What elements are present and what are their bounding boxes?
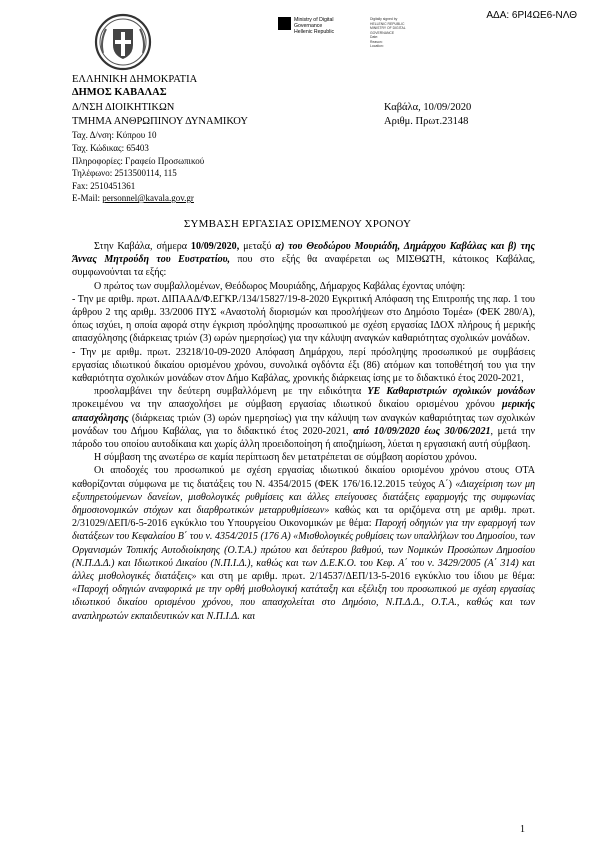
- protocol-number: Αριθμ. Πρωτ.23148: [384, 116, 469, 127]
- postal-address: Ταχ. Δ/νση: Κύπρου 10: [72, 130, 157, 140]
- ada-code: ΑΔΑ: 6ΡΙ4ΩΕ6-ΝΛΘ: [486, 10, 577, 21]
- paragraph-remuneration: Οι αποδοχές του προσωπικού με σχέση εργασίας ιδιωτικού δικαίου ορισμένου χρόνου στους ΟΤΑ καθορίζονται σύμφωνα με τις διατάξεις του Ν. 4354/2015 (ΦΕΚ 176/16.12.2015 τεύχος Α΄) «Διαχείριση των μη εξυπηρετούμενων δανείων, μισθολογικές ρυθμίσεις και άλλες επείγουσες διατάξεις εφαρμογής της συμφωνίας δημοσιονομικών στόχων και διαρθρωτικών μεταρρυθμίσεων» καθώς και τα οριζόμενα στη με αριθμ. πρωτ. 2/31029/ΔΕΠ/6-5-2016 εγκύκλιο του Υπουργείου Οικονομικών με θέμα: Παροχή οδηγιών για την εφαρμογή των διατάξεων του Κεφαλαίου Β΄ του ν. 4354/2015 (176 Α) «Μισθολογικές ρυθμίσεις των υπαλλήλων του Δημοσίου, των Οργανισμών Τοπικής Αυτοδιοίκησης (Ο.Τ.Α.) πρώτου και δεύτερου βαθμού, των Νομικών Προσώπων Δημοσίου (Ν.Π.Δ.Δ.) και Ιδιωτικού Δικαίου (Ν.Π.Ι.Δ.), καθώς και των Δ.Ε.Κ.Ο. του Κεφ. Α΄ του ν. 3429/2005 (Α΄ 314) και άλλες μισθολογικές διατάξεις» και στη με αριθμ. πρωτ. 2/14537/ΔΕΠ/13-5-2016 εγκύκλιο του ίδιου με θέμα: «Παροχή οδηγιών αναφορικά με την ορθή μισθολογική κατάταξη και εξέλιξη του προσωπικού με σχέση εργασίας ιδιωτικού δικαίου ορισμένου χρόνου, που απασχολείται στο Δημόσιο, Ν.Π.Δ.Δ., Ο.Τ.Α., καθώς και των αναπληρωτών εκπαιδευτικών και Ν.Π.Ι.Δ. και: [72, 465, 536, 622]
- paragraph-considering: Ο πρώτος των συμβαλλομένων, Θεόδωρος Μουριάδης, Δήμαρχος Καβάλας έχοντας υπόψη:: [94, 280, 466, 292]
- place-date: Καβάλα, 10/09/2020: [384, 102, 472, 113]
- department-heading: ΤΜΗΜΑ ΑΝΘΡΩΠΙΝΟΥ ΔΥΝΑΜΙΚΟΥ: [72, 116, 248, 127]
- email-label: E-Mail:: [72, 193, 103, 203]
- paragraph-mayor-decision: - Την με αριθμ. πρωτ. 23218/10-09-2020 Απόφαση Δημάρχου, περί πρόσληψης προσωπικού με συμβάσεις εργασίας ιδιωτικού δικαίου ορισμένου χρόνου, συνολικά ογδόντα έξι (86) ατόμων και τοποθέτησή του για την καθαριότητα σχολικών μονάδων στον Δήμο Καβάλας, χρονικής διάρκειας ίσης με το διδακτικό έτος 2020-2021,: [72, 346, 535, 385]
- greek-coat-of-arms-emblem: [94, 13, 152, 71]
- signature-line: HELLENIC REPUBLIC: [370, 21, 405, 26]
- paragraph-approval-decision: - Την με αριθμ. πρωτ. ΔΙΠΑΑΔ/Φ.ΕΓΚΡ./134/15827/19-8-2020 Εγκριτική Απόφαση της Επιτροπής της παρ. 1 του άρθρου 2 της αριθμ. 33/2006 ΠΥΣ «Αναστολή διορισμών και προσλήψεων στο Δημόσιο Τομέα» (ΦΕΚ 280/Α), όπως ισχύει, η οποία αφορά στην έγκριση πρόσληψης προσωπικού με σχέση εργασίας ΙΔΟΧ πλήρους ή μερικής απασχόλησης (διάρκειας τριών (3) ωρών ημερησίως) για την κάλυψη αναγκών καθαριότητας σχολικών μονάδων.: [72, 293, 535, 345]
- logo-line: Governance: [294, 23, 323, 29]
- postal-code: Ταχ. Κώδικας: 65403: [72, 143, 149, 153]
- page-number: 1: [520, 824, 525, 835]
- signature-line: Date:: [370, 35, 379, 39]
- country-heading: ΕΛΛΗΝΙΚΗ ΔΗΜΟΚΡΑΤΙΑ: [72, 74, 198, 85]
- paragraph-no-conversion: Η σύμβαση της ανωτέρω σε καμία περίπτωση δεν μετατρέπεται σε σύμβαση αορίστου χρόνου.: [94, 452, 477, 464]
- document-title: ΣΥΜΒΑΣΗ ΕΡΓΑΣΙΑΣ ΟΡΙΣΜΕΝΟΥ ΧΡΟΝΟΥ: [183, 218, 412, 230]
- fax-number: Fax: 2510451361: [72, 181, 136, 191]
- contract-body: [72, 240, 535, 623]
- signature-line: Digitally signed by: [370, 17, 398, 21]
- phone-number: Τηλέφωνο: 2513500114, 115: [72, 168, 177, 178]
- directorate-heading: Δ/ΝΣΗ ΔΙΟΙΚΗΤΙΚΩΝ: [72, 102, 175, 113]
- logo-line: Ministry of Digital: [294, 17, 334, 23]
- ministry-logo-mark: [278, 17, 291, 30]
- email-line: [72, 193, 194, 203]
- paragraph-hiring: προσλαμβάνει την δεύτερη συμβαλλόμενη με την ειδικότητα ΥΕ Καθαριστριών σχολικών μονάδων προκειμένου να την απασχολήσει με σύμβαση εργασίας ιδιωτικού δικαίου ορισμένου χρόνου μερικής απασχόλησης (διάρκειας τριών (3) ωρών ημερησίως) για την κάλυψη των αναγκών καθαριότητας των σχολικών μονάδων του Δήμου Καβάλας, για το διδακτικό έτος 2020-2021, από 10/09/2020 έως 30/06/2021, μετά την πάροδο του οποίου αυτοδίκαια και χωρίς άλλη προειδοποίηση ή αποζημίωση, λύεται η εργασιακή αυτή σύμβαση.: [72, 386, 535, 451]
- signature-line: GOVERNANCE: [370, 30, 395, 35]
- signature-line: MINISTRY OF DIGITAL: [370, 26, 406, 30]
- signature-line: Reason:: [370, 39, 383, 44]
- email-link[interactable]: personnel@kavala.gov.gr: [102, 193, 194, 203]
- signature-line: Location:: [370, 44, 384, 48]
- municipality-heading: ΔΗΜΟΣ ΚΑΒΑΛΑΣ: [72, 87, 167, 98]
- paragraph-parties: Στην Καβάλα, σήμερα 10/09/2020, μεταξύ α) του Θεοδώρου Μουριάδη, Δημάρχου Καβάλας και β) της Άννας Μητρούδη του Ευστρατίου, που στο εξής θα αναφέρεται ως ΜΙΣΘΩΤΗ, κάτοικος Καβάλας, συμφωνούνται τα εξής:: [72, 241, 535, 279]
- information-contact: Πληροφορίες: Γραφείο Προσωπικού: [72, 156, 205, 166]
- logo-line: Hellenic Republic: [294, 29, 335, 35]
